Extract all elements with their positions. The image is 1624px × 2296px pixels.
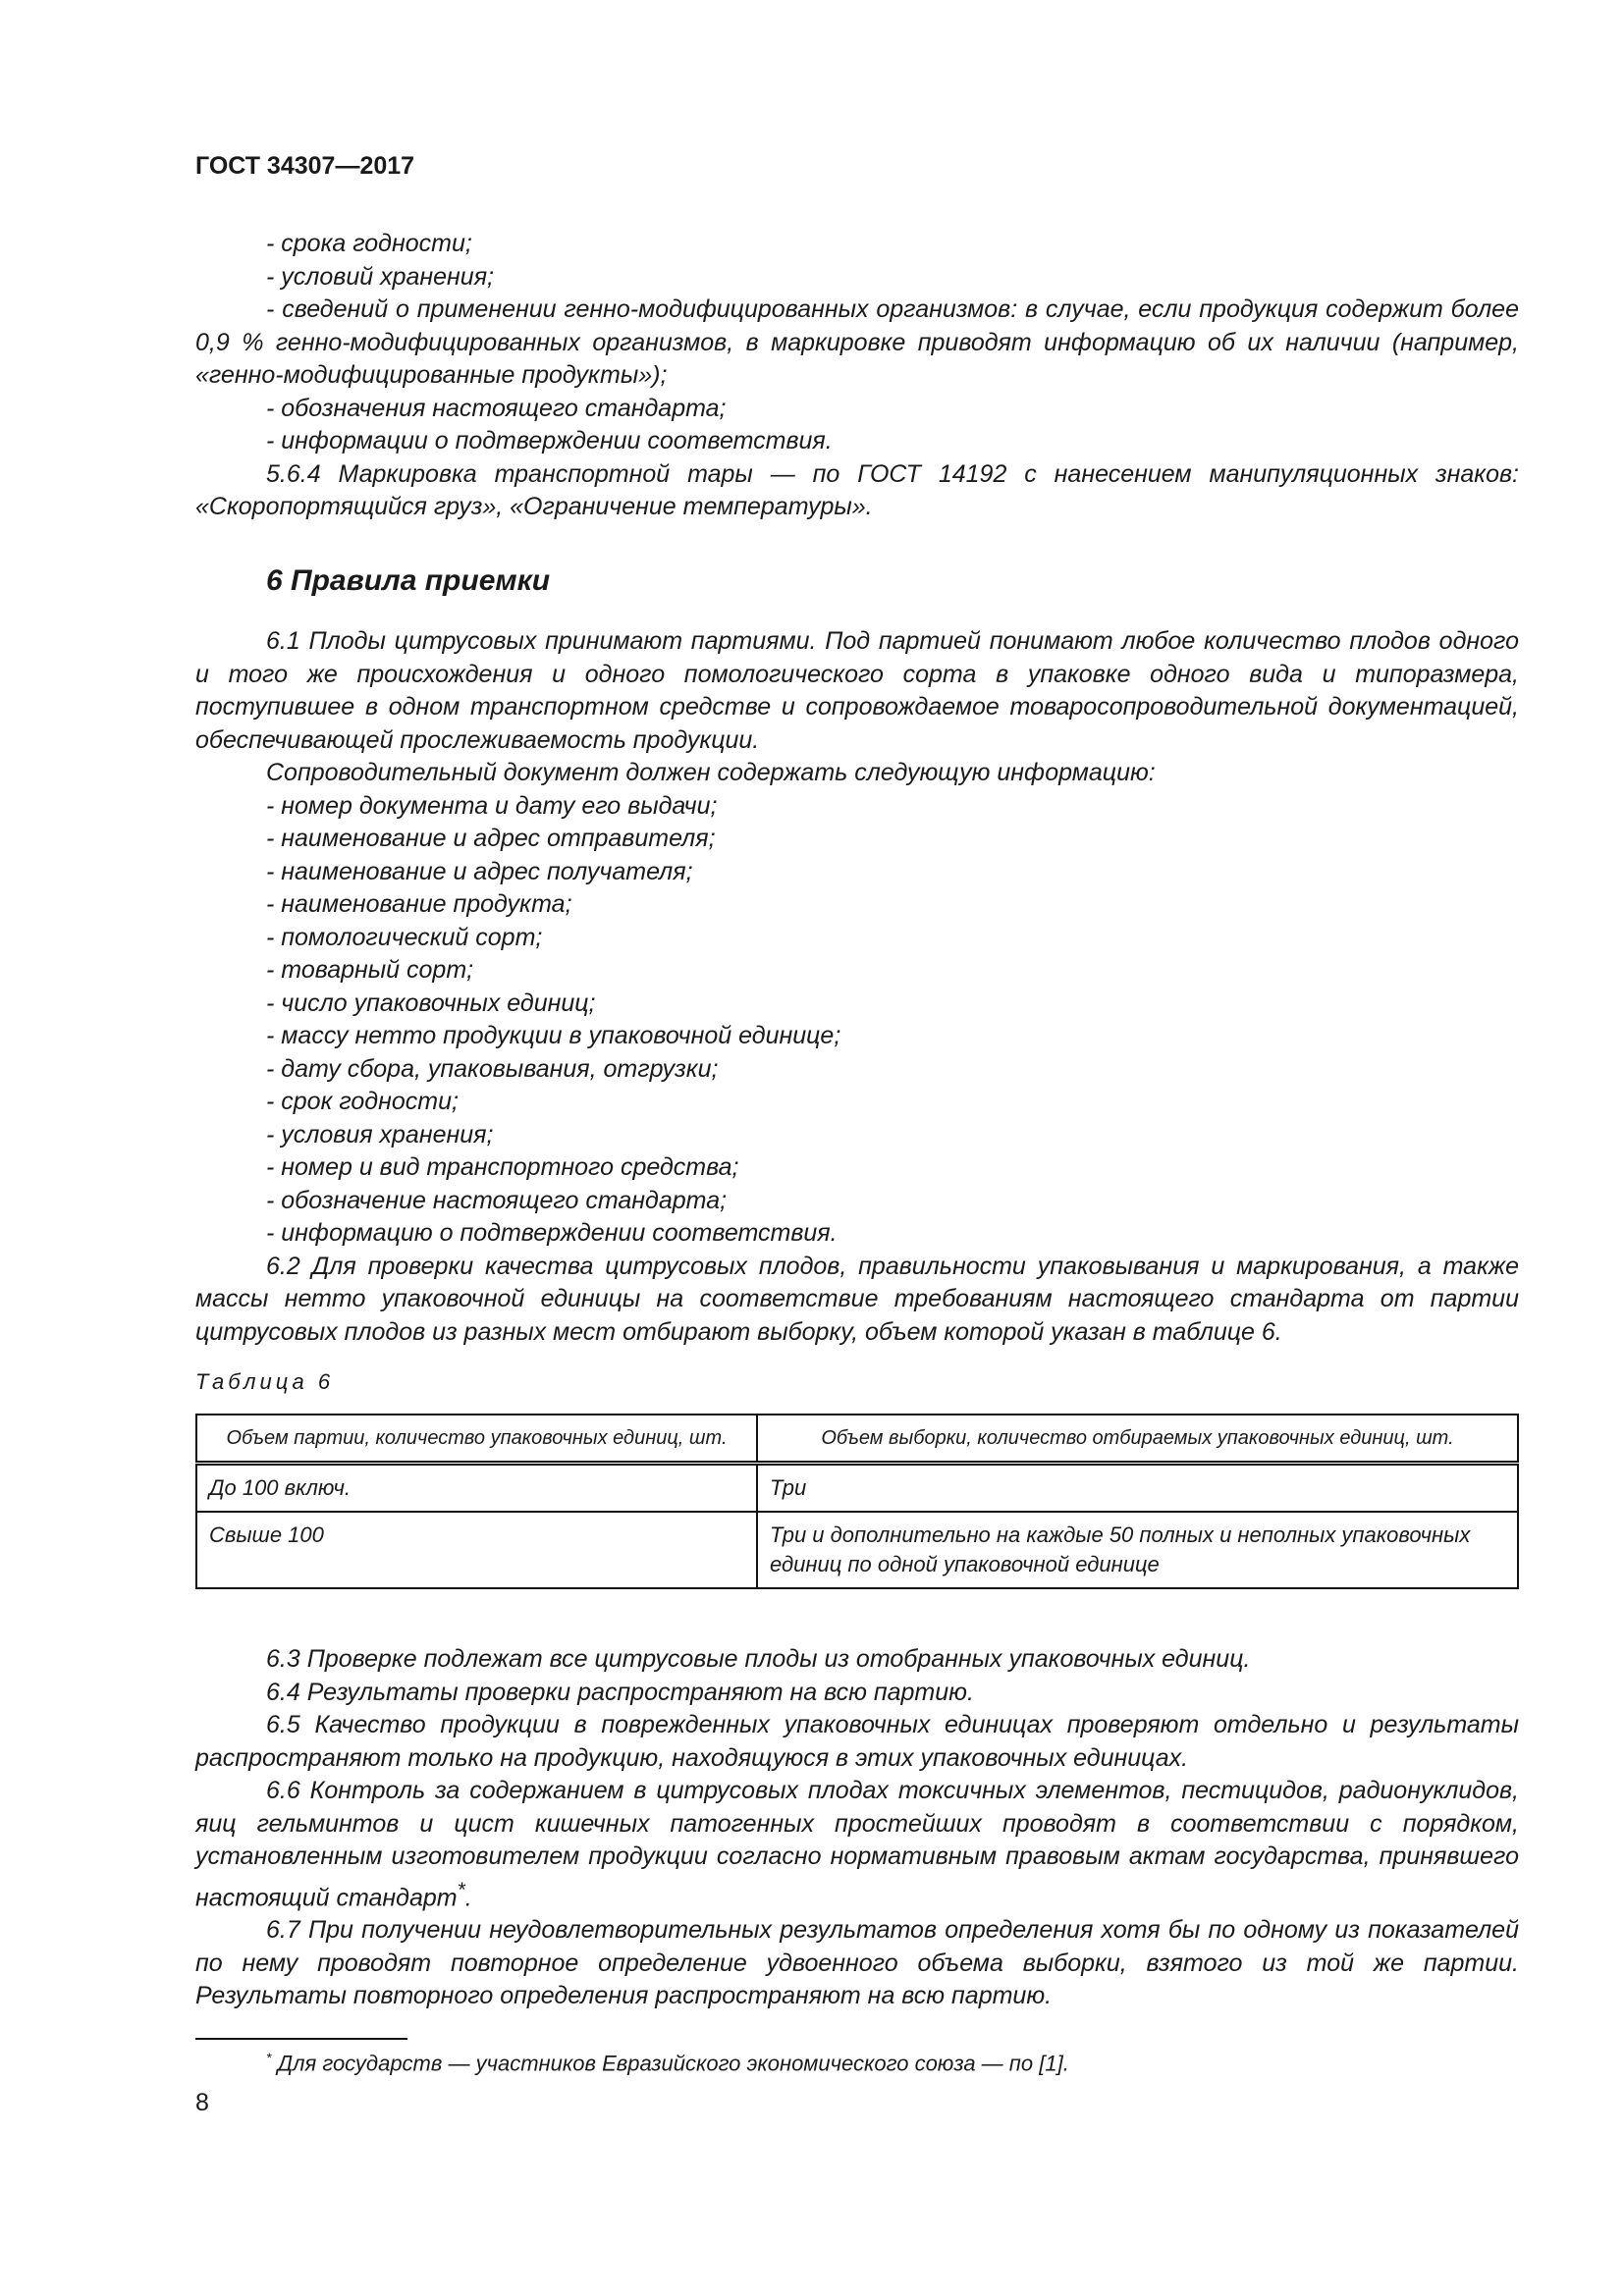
section-6-body — [195, 625, 1519, 1349]
list-item: - номер документа и дату его выдачи; — [266, 791, 718, 820]
list-item: - информации о подтверждении соответствия. — [266, 427, 833, 454]
list-item: - наименование и адрес получателя; — [266, 857, 693, 885]
section-title: 6 Правила приемки — [266, 564, 551, 597]
list-item: - дату сбора, упаковывания, отгрузки; — [266, 1054, 719, 1083]
list-item: - номер и вид транспортного средства; — [266, 1153, 739, 1181]
table-cell: Три и дополнительно на каждые 50 полных и неполных упаковочных единиц по одной упаковочной единице — [757, 1512, 1518, 1588]
page-number: 8 — [195, 2089, 209, 2116]
document-header: ГОСТ 34307—2017 — [195, 152, 415, 180]
paragraph-6-1: 6.1 Плоды цитрусовых принимают партиями. Под партией понимают любое количество плодов одного и того же происхождения и одного помологического сорта в упаковке одного вида и типоразмера, поступившее в одном транспортном средстве и сопровождаемое товаросопроводительной документацией, обеспечивающей прослеживаемость продукции. — [195, 627, 1519, 754]
footnote-mark: * — [266, 2050, 272, 2065]
list-item: - условий хранения; — [266, 262, 495, 291]
paragraph-6-2: 6.2 Для проверки качества цитрусовых плодов, правильности упаковывания и маркирования, а также массы нетто упаковочной единицы на соответствие требованиям настоящего стандарта от партии цитрусовых плодов из разных мест отбирают выборку, объем которой указан в таблице 6. — [195, 1252, 1519, 1346]
footnote-ref: * — [457, 1878, 465, 1901]
list-item: - обозначения настоящего стандарта; — [266, 394, 727, 422]
paragraph-6-6-text: 6.6 Контроль за содержанием в цитрусовых плодах токсичных элементов, пестицидов, радионуклидов, яиц гельминтов и цист кишечных патогенных простейших проводят в соответствии с порядком, установленным изготовителем продукции согласно нормативным правовым актам государства, принявшего настоящий стандарт — [195, 1777, 1519, 1911]
table-row — [196, 1464, 1518, 1513]
sample-size-table — [195, 1414, 1519, 1589]
list-item: - наименование и адрес отправителя; — [266, 825, 716, 852]
list-item: - наименование продукта; — [266, 890, 572, 918]
table-row — [196, 1512, 1518, 1588]
table-label: Таблица 6 — [195, 1369, 335, 1394]
doc-intro: Сопроводительный документ должен содержать следующую информацию: — [266, 759, 1156, 786]
footnote — [266, 2050, 1069, 2076]
paragraph-6-7: 6.7 При получении неудовлетворительных результатов определения хотя бы по одному из показателей по нему проводят повторное определение удвоенного объема выборки, взятого из той же партии. Результаты повторного определения распространяют на всю партию. — [195, 1916, 1519, 2010]
paragraph-6-4: 6.4 Результаты проверки распространяют на всю партию. — [266, 1678, 974, 1706]
list-item: - срок годности; — [266, 1088, 459, 1115]
table-cell: Свыше 100 — [196, 1512, 757, 1588]
paragraph-6-3: 6.3 Проверке подлежат все цитрусовые плоды из отобранных упаковочных единиц. — [266, 1645, 1251, 1673]
paragraph-6-5: 6.5 Качество продукции в поврежденных упаковочных единицах проверяют отдельно и результаты распространяют только на продукцию, находящуюся в этих упаковочных единицах. — [195, 1711, 1519, 1772]
table-header-row — [196, 1415, 1518, 1464]
table-header: Объем партии, количество упаковочных единиц, шт. — [196, 1415, 757, 1464]
paragraph-5-6-4: 5.6.4 Маркировка транспортной тары — по ГОСТ 14192 с нанесением манипуляционных знаков: «Скоропортящийся груз», «Ограничение температуры». — [195, 459, 1519, 520]
list-item: - помологический сорт; — [266, 923, 543, 951]
list-item: - условия хранения; — [266, 1120, 494, 1148]
list-item: - информацию о подтверждении соответствия. — [266, 1219, 838, 1247]
list-item: - товарный сорт; — [266, 956, 474, 984]
list-item: - сведений о применении генно-модифицированных организмов: в случае, если продукция содержит более 0,9 % генно-модифицированных организмов, в маркировке приводят информацию об их наличии (например, «генно-модифицированные продукты»); — [195, 295, 1519, 389]
section-6-continued — [195, 1643, 1519, 2013]
table-cell: Три — [757, 1464, 1518, 1513]
table-cell: До 100 включ. — [196, 1464, 757, 1513]
footnote-text: Для государств — участников Евразийского экономического союза — по [1]. — [277, 2051, 1069, 2076]
table-header: Объем выборки, количество отбираемых упаковочных единиц, шт. — [757, 1415, 1518, 1464]
marking-list — [195, 228, 1519, 524]
footnote-divider — [195, 2038, 407, 2040]
list-item: - обозначение настоящего стандарта; — [266, 1186, 728, 1214]
list-item: - число упаковочных единиц; — [266, 988, 596, 1017]
paragraph-6-6: 6.6 Контроль за содержанием в цитрусовых плодах токсичных элементов, пестицидов, радионуклидов, яиц гельминтов и цист кишечных патогенных простейших проводят в соответствии с порядком, установленным изготовителем продукции согласно нормативным правовым актам государства, принявшего настоящий стандарт*. — [195, 1777, 1519, 1911]
list-item: - массу нетто продукции в упаковочной единице; — [266, 1022, 841, 1049]
list-item: - срока годности; — [266, 230, 472, 257]
